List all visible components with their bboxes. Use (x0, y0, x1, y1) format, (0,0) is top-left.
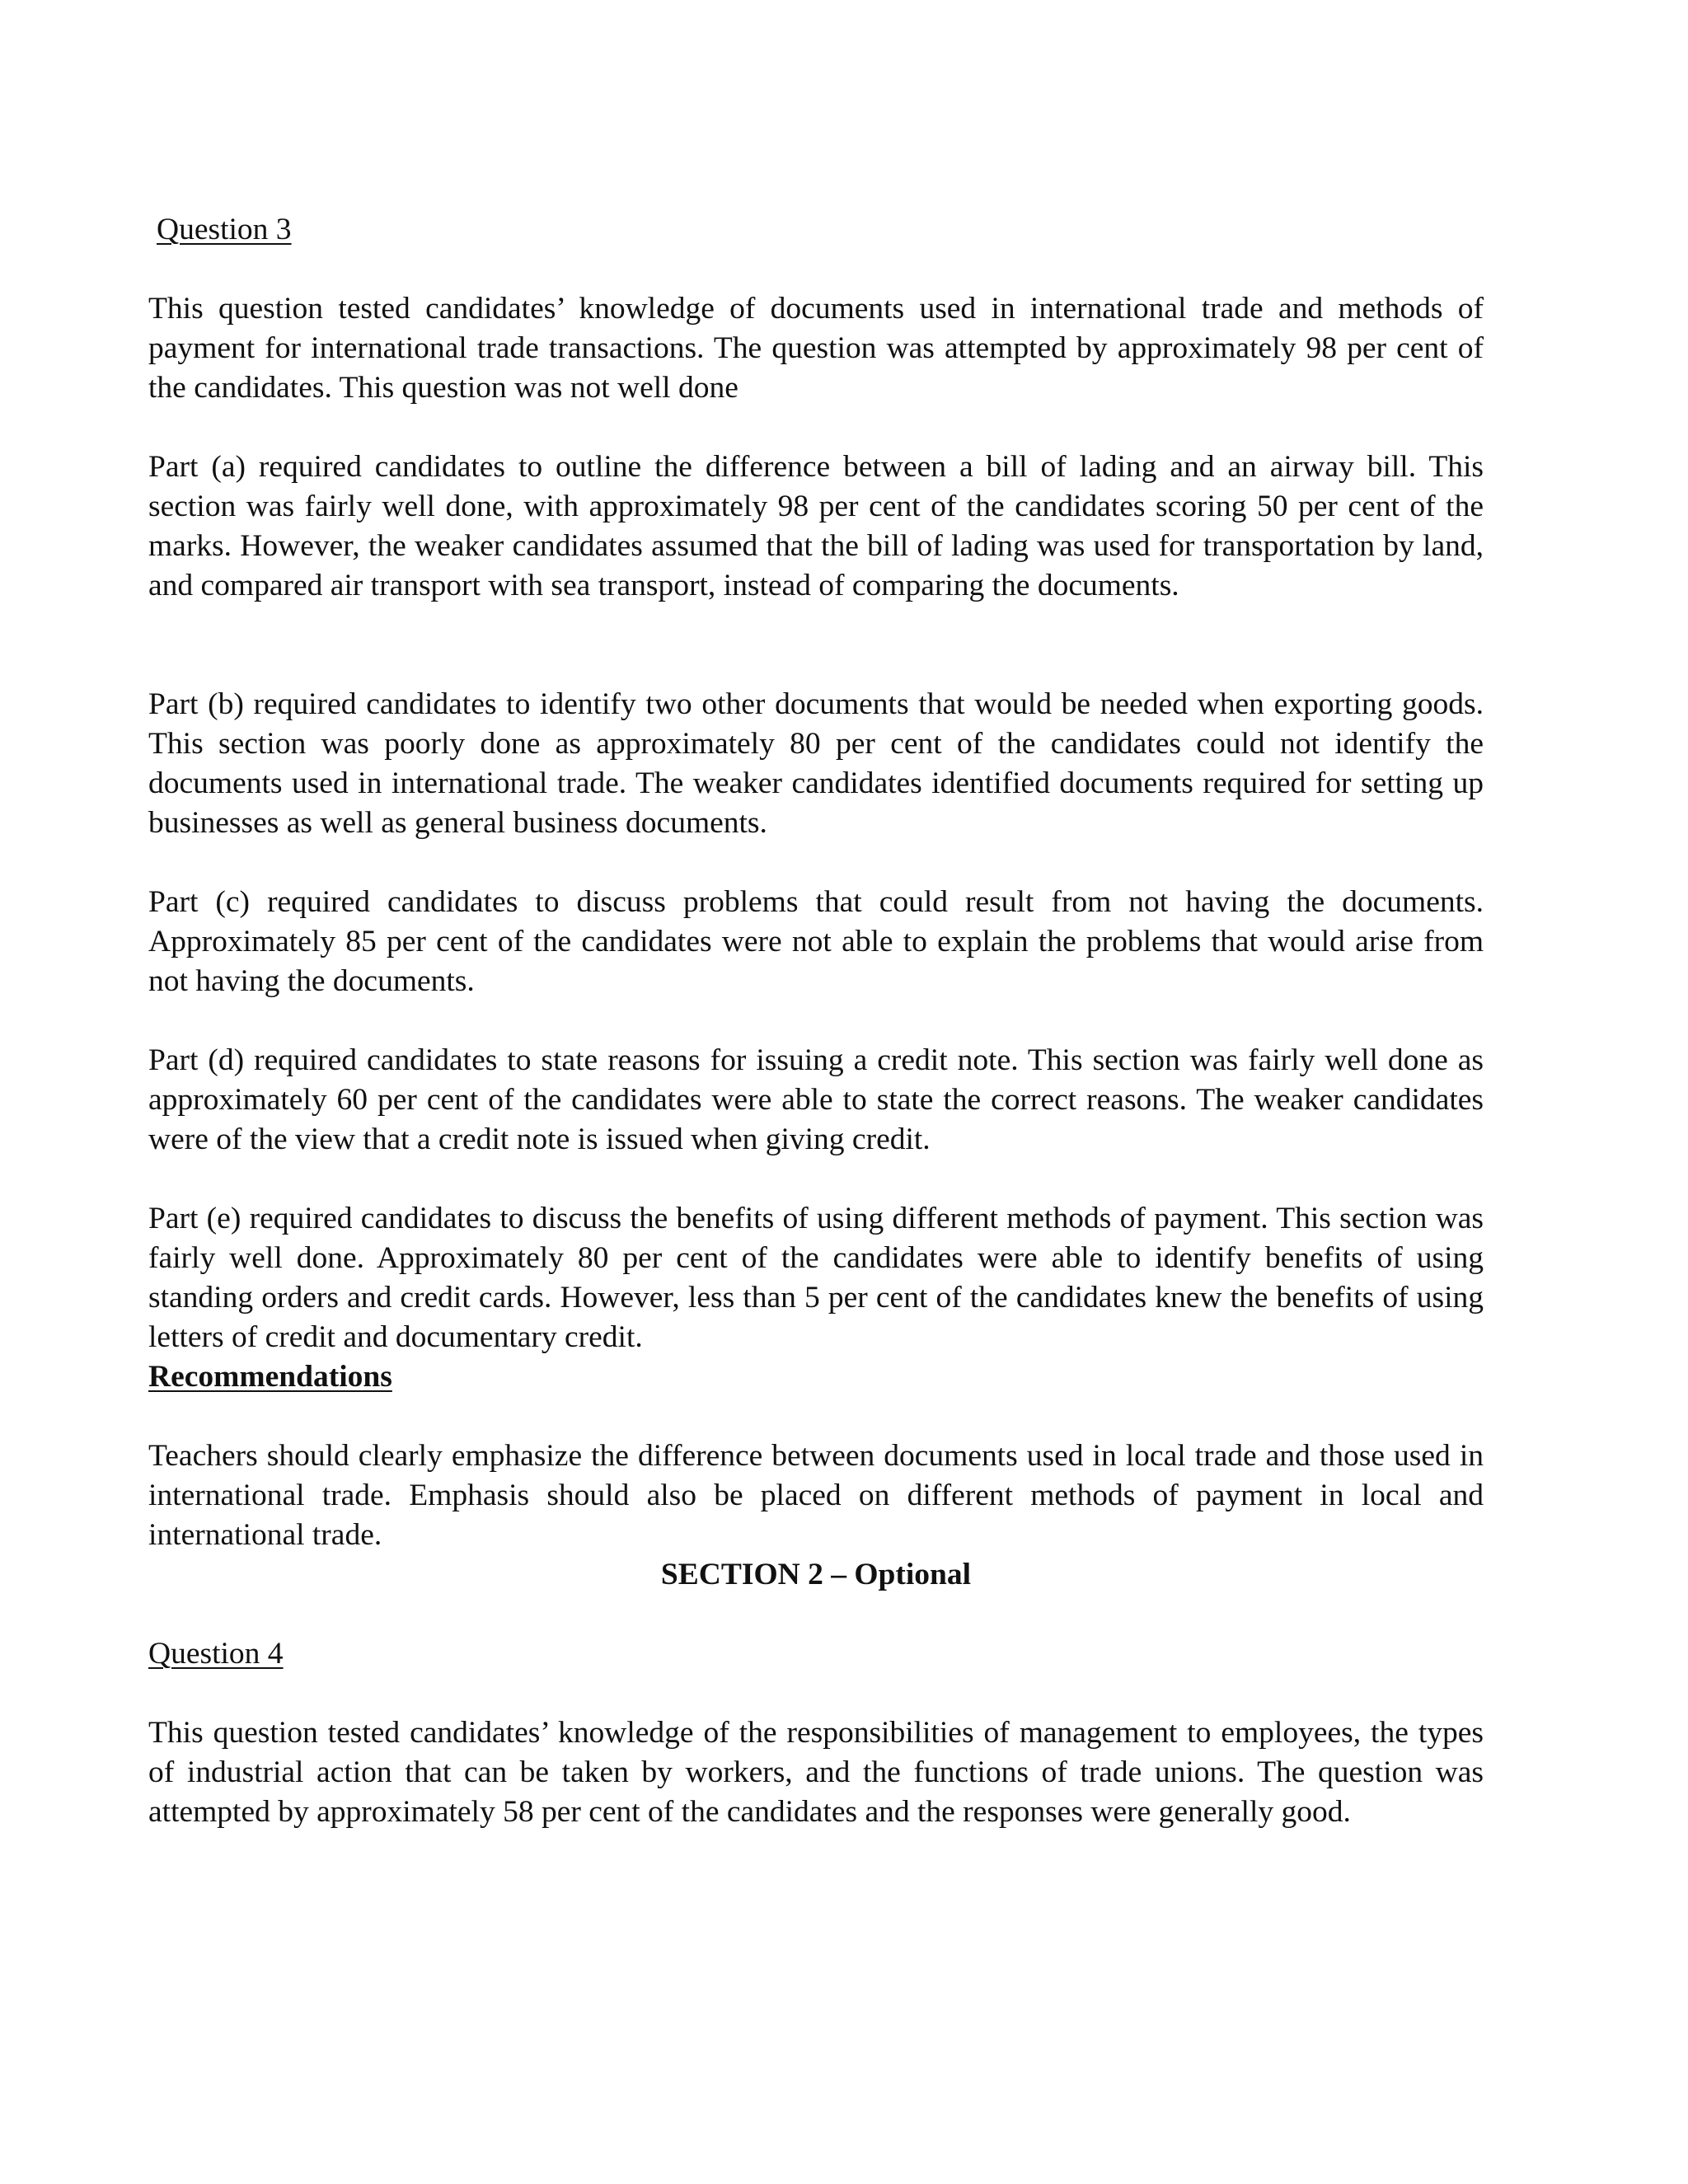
question-3-part-d: Part (d) required candidates to state reasons for issuing a credit note. This section was fairly well done as approximately 60 per cent of the candidates were able to state the correct reasons. The weaker candidates were of the view that a credit note is issued when giving credit. (148, 1043, 1484, 1156)
question-3-part-a: Part (a) required candidates to outline the difference between a bill of lading and an airway bill. This section was fairly well done, with approximately 98 per cent of the candidates scoring 50 per cent of the marks. However, the weaker candidates assumed that the bill of lading was used for transportation by land, and compared air transport with sea transport, instead of comparing the documents. (148, 450, 1484, 602)
question-3-intro: This question tested candidates’ knowledge of documents used in international trade and methods of payment for international trade transactions. The question was attempted by approximately 98 per cent of the candidates. This question was not well done (148, 292, 1484, 405)
question-3-part-e: Part (e) required candidates to discuss the benefits of using different methods of payment. This section was fairly well done. Approximately 80 per cent of the candidates were able to identify benefits of using standing orders and credit cards. However, less than 5 per cent of the candidates knew the benefits of using letters of credit and documentary credit. (148, 1202, 1484, 1354)
question-4-intro: This question tested candidates’ knowledge of the responsibilities of management to employees, the types of industrial action that can be taken by workers, and the functions of trade unions. The question was attempted by approximately 58 per cent of the candidates and the responses were generally good. (148, 1716, 1484, 1829)
question-4-heading: Question 4 (148, 1637, 284, 1671)
question-3-part-c: Part (c) required candidates to discuss problems that could result from not having the documents. Approximately 85 per cent of the candidates were not able to explain the problems that would arise from not having the documents. (148, 885, 1484, 998)
question-3-part-b: Part (b) required candidates to identify two other documents that would be needed when exporting goods. This section was poorly done as approximately 80 per cent of the candidates could not identify the documents used in international trade. The weaker candidates identified documents required for setting up businesses as well as general business documents. (148, 687, 1484, 840)
recommendations-text: Teachers should clearly emphasize the difference between documents used in local trade and those used in international trade. Emphasis should also be placed on different methods of payment in local and international trade. (148, 1439, 1484, 1552)
section-2-heading: SECTION 2 – Optional (660, 1558, 972, 1591)
page-content (148, 210, 1484, 1832)
recommendations-heading: Recommendations (148, 1360, 392, 1394)
question-3-heading: Question 3 (157, 213, 292, 246)
